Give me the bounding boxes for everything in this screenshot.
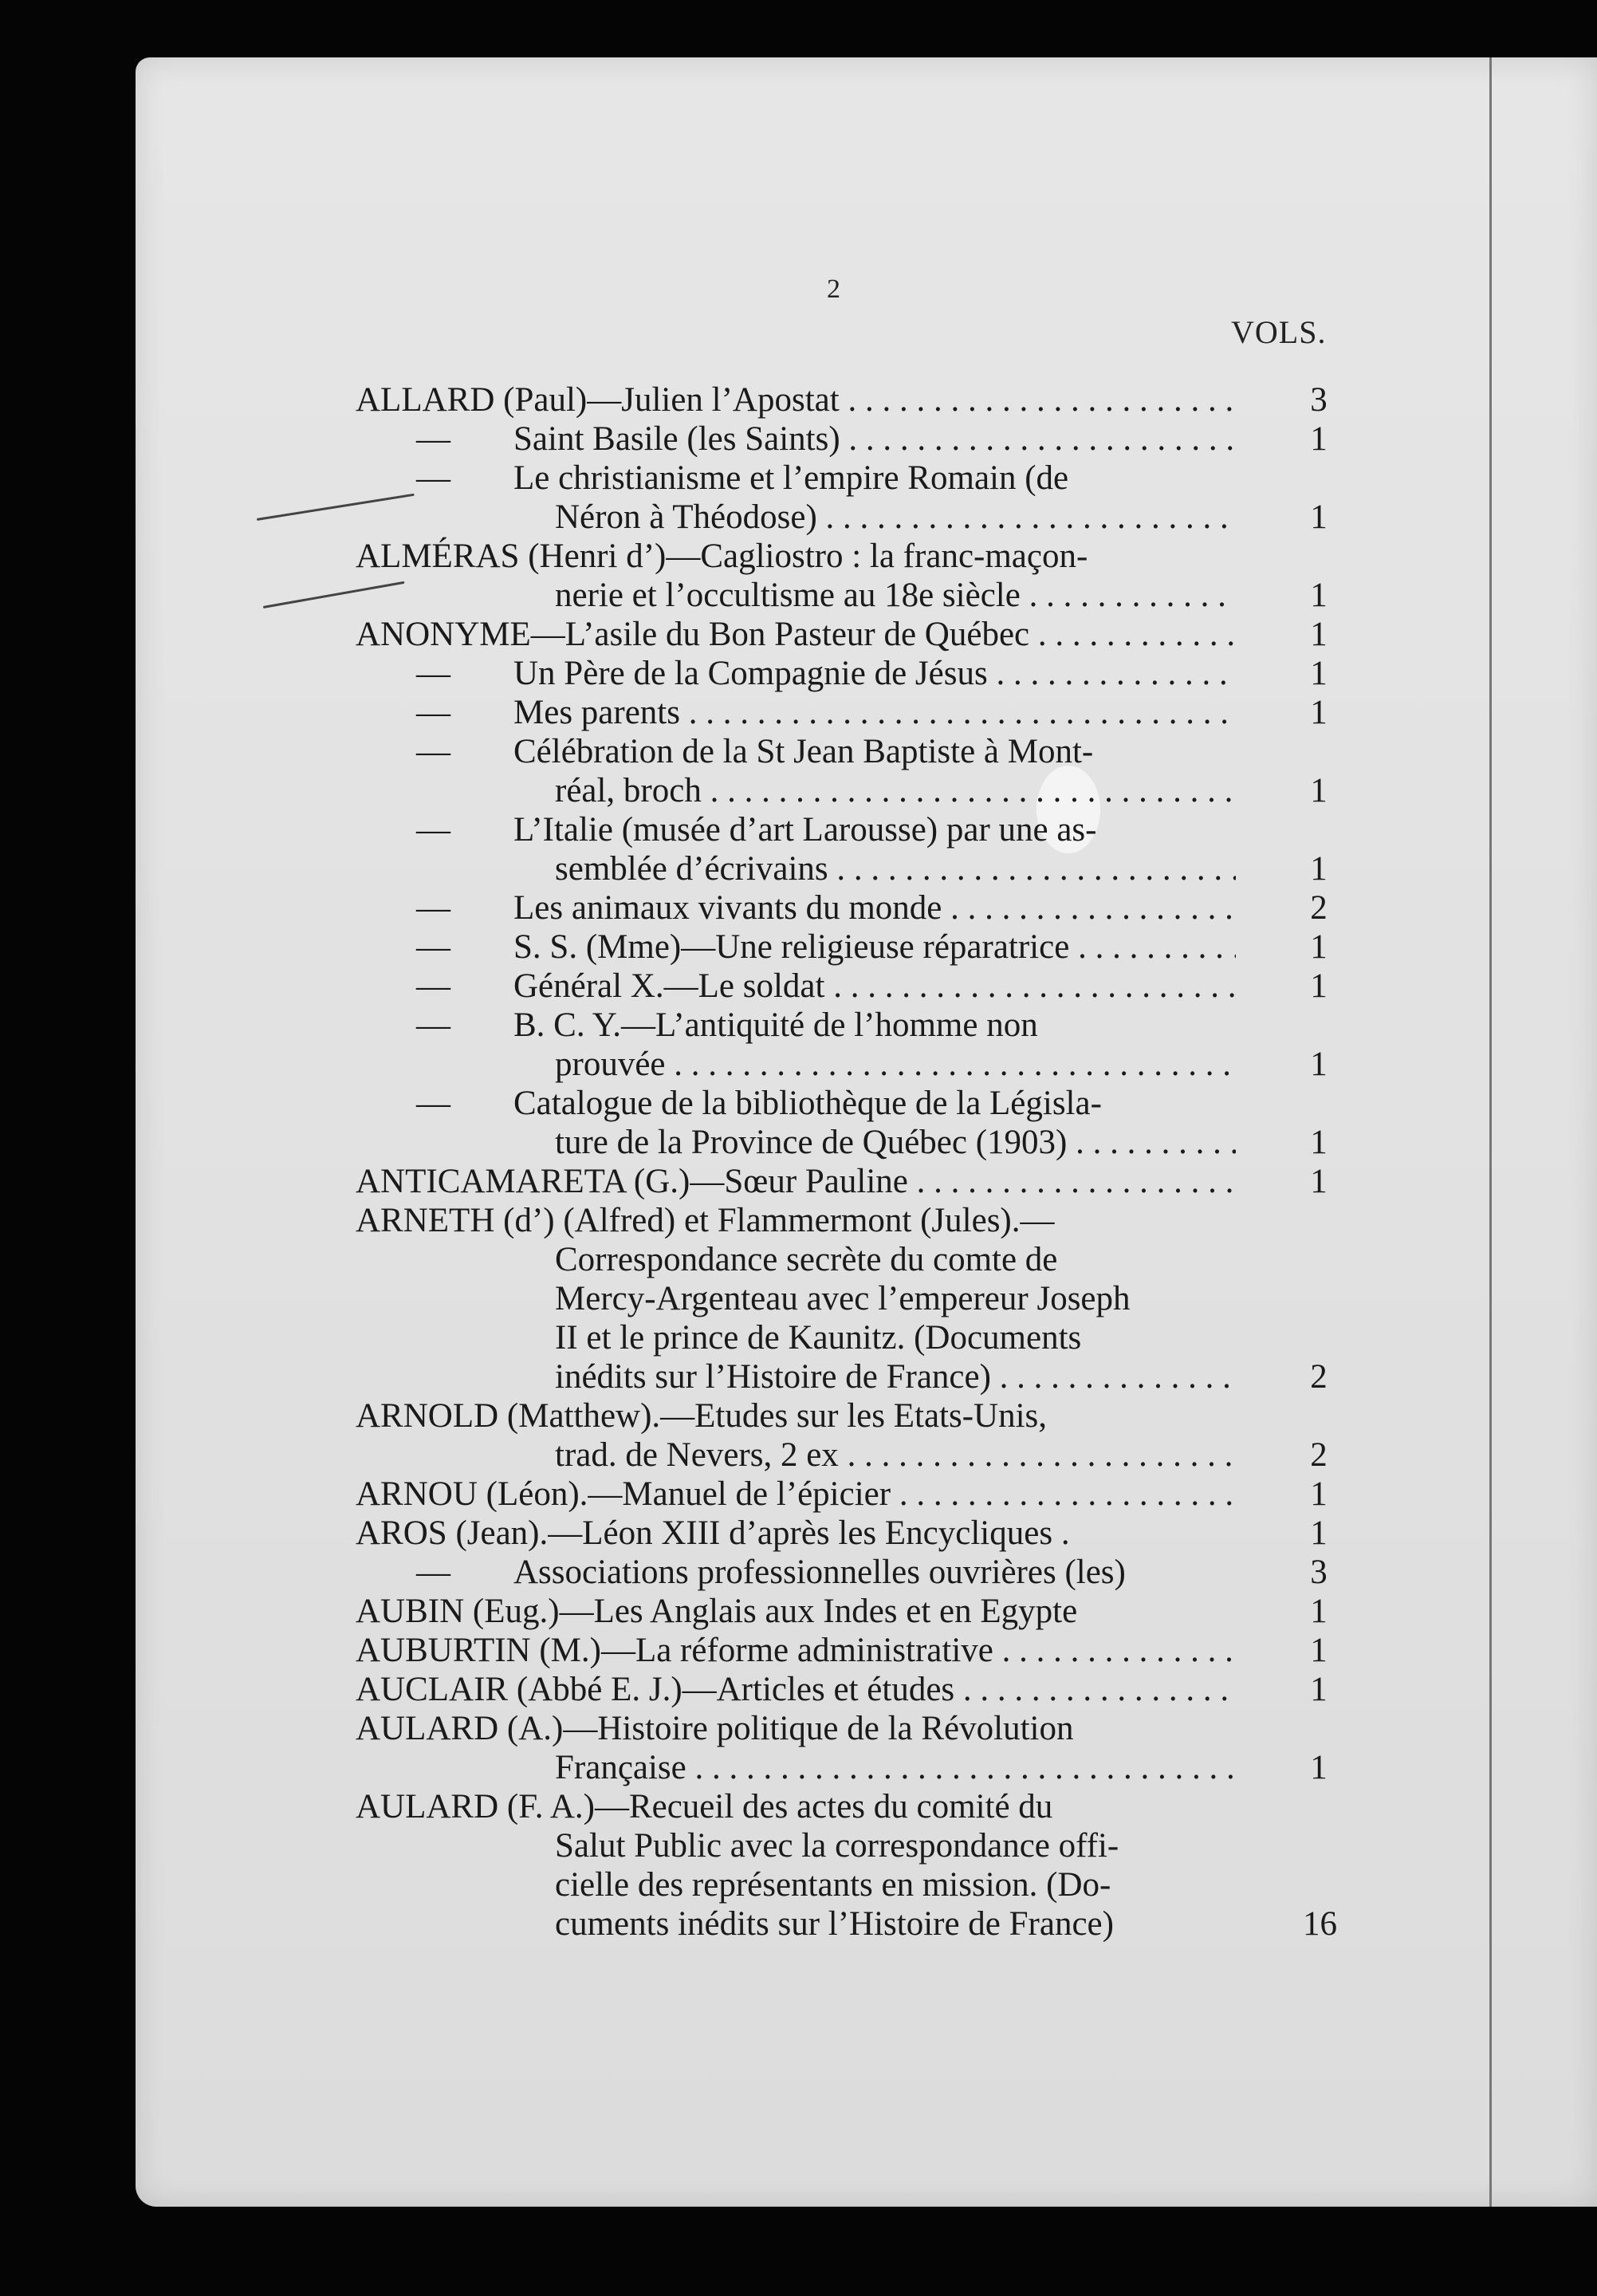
catalog-entries [356,380,1344,1944]
page-fold-line [1489,57,1492,2207]
entry-line [356,693,1344,732]
entry-text: Correspondance secrète du comte de [555,1241,1058,1278]
entry-text: cielle des représentants en mission. (Do- [555,1866,1111,1904]
ditto-dash: — [416,1085,450,1122]
entry-heading-text: ARNOLD (Matthew).—Etudes sur les Etats-Unis, [356,1397,1048,1435]
entry-line [356,654,1344,693]
entry-line [356,810,1344,849]
ditto-dash: — [416,459,450,497]
entry-heading-text: AULARD (F. A.)—Recueil des actes du comité du [356,1788,1053,1825]
entry-line [356,1240,1344,1279]
volume-count: 3 [1310,1554,1328,1591]
entry-line [356,1748,1344,1787]
volume-count: 1 [1310,928,1328,966]
catalog-entry [356,1006,1344,1084]
entry-line [356,1865,1344,1904]
entry-line [356,1162,1344,1201]
catalog-entry [356,1514,1344,1553]
catalog-entry [356,654,1344,693]
entry-line [356,1826,1344,1865]
catalog-entry [356,1553,1344,1592]
entry-heading-text: ARNOU (Léon).—Manuel de l’épicier . . . [356,1475,1236,1513]
entry-text: Saint Basile (les Saints) . . . [513,420,1236,458]
volume-count: 1 [1310,1749,1328,1786]
ditto-dash: — [416,420,450,458]
entry-line [356,1592,1344,1631]
entry-line [356,888,1344,927]
entry-line [356,1670,1344,1709]
entry-text: Mercy-Argenteau avec l’empereur Joseph [555,1280,1131,1317]
vols-column-header: VOLS. [1231,314,1327,350]
entry-text: Associations professionnelles ouvrières (les) [513,1554,1126,1591]
volume-count: 1 [1310,1124,1328,1161]
volume-count: 1 [1310,1671,1328,1708]
entry-text: Catalogue de la bibliothèque de la Législa- [513,1085,1102,1122]
entry-text: Française . . . [555,1749,1236,1786]
ditto-dash: — [416,1554,450,1591]
catalog-entry [356,1475,1344,1514]
volume-count: 1 [1310,616,1328,653]
entry-line [356,1904,1344,1944]
entry-text: Salut Public avec la correspondance offi- [555,1827,1119,1865]
catalog-entry [356,732,1344,810]
catalog-entry [356,1396,1344,1475]
entry-line [356,1045,1344,1084]
entry-line [356,1201,1344,1240]
entry-text: B. C. Y.—L’antiquité de l’homme non [513,1006,1038,1044]
catalog-entry [356,419,1344,459]
entry-line [356,498,1344,537]
entry-text: prouvée . . . [555,1046,1236,1083]
entry-heading-text: AULARD (A.)—Histoire politique de la Révolution [356,1710,1074,1747]
entry-heading-text: AUBIN (Eug.)—Les Anglais aux Indes et en Egypte [356,1593,1078,1630]
entry-line [356,927,1344,967]
ditto-dash: — [416,928,450,966]
ditto-dash: — [416,655,450,692]
entry-heading-text: ANTICAMARETA (G.)—Sœur Pauline . . . [356,1163,1236,1200]
entry-heading-text: ALLARD (Paul)—Julien l’Apostat . . . [356,381,1236,419]
entry-text: nerie et l’occultisme au 18e siècle . . . [555,577,1236,614]
volume-count: 2 [1310,889,1328,927]
entry-line [356,1357,1344,1396]
entry-text: Général X.—Le soldat . . . [513,967,1236,1005]
entry-line [356,537,1344,576]
catalog-entry [356,1631,1344,1670]
volume-count: 1 [1310,420,1328,458]
entry-line [356,1553,1344,1592]
entry-heading-text: ARNETH (d’) (Alfred) et Flammermont (Jules).— [356,1202,1055,1239]
catalog-entry [356,967,1344,1006]
page-number: 2 [827,274,840,304]
entry-line [356,1475,1344,1514]
entry-text: trad. de Nevers, 2 ex . . . [555,1436,1236,1474]
volume-count: 2 [1310,1358,1328,1396]
entry-line [356,1279,1344,1318]
entry-text: Célébration de la St Jean Baptiste à Mont- [513,733,1094,770]
catalog-entry [356,459,1344,537]
entry-line [356,1396,1344,1435]
ditto-dash: — [416,811,450,849]
entry-text: Mes parents . . . [513,694,1236,731]
entry-heading-text: ANONYME—L’asile du Bon Pasteur de Québec . . . [356,616,1236,653]
entry-heading-text: AROS (Jean).—Léon XIII d’après les Encycliques . [356,1514,1070,1552]
entry-heading-text: AUCLAIR (Abbé E. J.)—Articles et études . . . [356,1671,1236,1708]
volume-count: 1 [1310,1593,1328,1630]
entry-line [356,1631,1344,1670]
entry-line [356,1514,1344,1553]
entry-text: Un Père de la Compagnie de Jésus . . . [513,655,1236,692]
volume-count: 1 [1310,577,1328,614]
entry-line [356,459,1344,498]
volume-count: 1 [1310,1475,1328,1513]
entry-line [356,615,1344,654]
entry-line [356,1084,1344,1123]
volume-count: 1 [1310,772,1328,809]
volume-count: 1 [1310,967,1328,1005]
entry-line [356,380,1344,419]
volume-count: 1 [1310,1046,1328,1083]
volume-count: 16 [1303,1905,1337,1943]
catalog-entry [356,1084,1344,1162]
entry-line [356,732,1344,771]
entry-line [356,1123,1344,1162]
entry-heading-text: AUBURTIN (M.)—La réforme administrative . . . [356,1632,1236,1669]
entry-text: réal, broch . . . [555,772,1236,809]
entry-line [356,967,1344,1006]
catalog-entry [356,615,1344,654]
catalog-entry [356,1592,1344,1631]
entry-line [356,576,1344,615]
volume-count: 3 [1310,381,1328,419]
ditto-dash: — [416,967,450,1005]
ditto-dash: — [416,1006,450,1044]
catalog-entry [356,537,1344,615]
catalog-entry [356,888,1344,927]
catalog-entry [356,810,1344,888]
entry-heading-text: ALMÉRAS (Henri d’)—Cagliostro : la franc-maçon- [356,538,1088,575]
entry-text: ture de la Province de Québec (1903) . . . [555,1124,1236,1161]
volume-count: 2 [1310,1436,1328,1474]
entry-line [356,1787,1344,1826]
ditto-dash: — [416,694,450,731]
entry-line [356,1709,1344,1748]
catalog-entry [356,693,1344,732]
volume-count: 1 [1310,655,1328,692]
entry-line [356,771,1344,810]
entry-line [356,849,1344,888]
entry-text: Néron à Théodose) . . . [555,498,1236,536]
catalog-entry [356,1709,1344,1787]
entry-text: cuments inédits sur l’Histoire de France) [555,1905,1114,1943]
catalog-entry [356,1201,1344,1396]
catalog-entry [356,1670,1344,1709]
entry-line [356,1318,1344,1357]
entry-text: S. S. (Mme)—Une religieuse réparatrice . . . [513,928,1236,966]
volume-count: 1 [1310,1632,1328,1669]
volume-count: 1 [1310,850,1328,888]
ditto-dash: — [416,733,450,770]
catalog-entry [356,927,1344,967]
entry-line [356,419,1344,459]
entry-line [356,1006,1344,1045]
volume-count: 1 [1310,1163,1328,1200]
volume-count: 1 [1310,498,1328,536]
catalog-entry [356,1787,1344,1944]
entry-text: semblée d’écrivains . . . [555,850,1236,888]
entry-text: II et le prince de Kaunitz. (Documents [555,1319,1082,1357]
entry-text: Les animaux vivants du monde . . . [513,889,1236,927]
ditto-dash: — [416,889,450,927]
entry-text: L’Italie (musée d’art Larousse) par une as- [513,811,1097,849]
catalog-entry [356,1162,1344,1201]
entry-text: inédits sur l’Histoire de France) . . . [555,1358,1236,1396]
entry-text: Le christianisme et l’empire Romain (de [513,459,1069,497]
catalog-entry [356,380,1344,419]
entry-line [356,1435,1344,1475]
volume-count: 1 [1310,694,1328,731]
volume-count: 1 [1310,1514,1328,1552]
